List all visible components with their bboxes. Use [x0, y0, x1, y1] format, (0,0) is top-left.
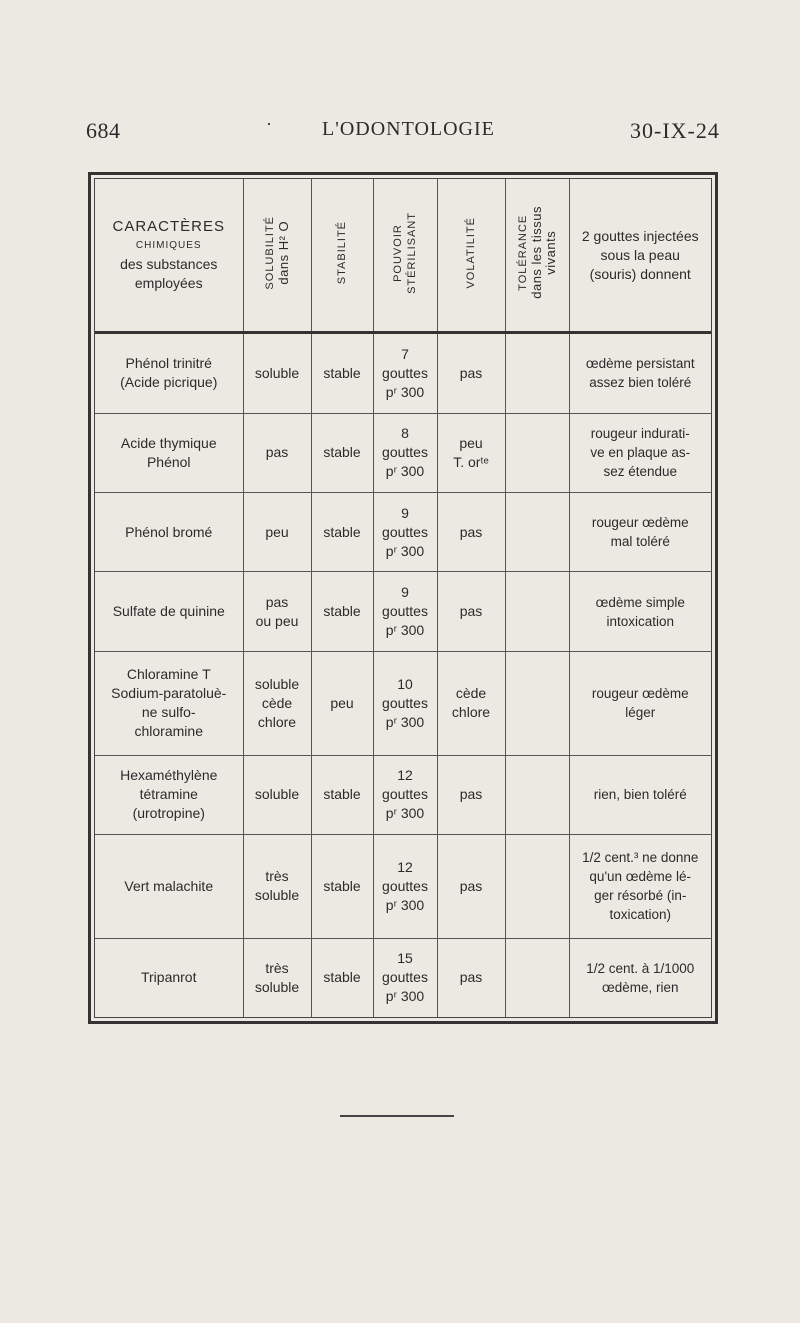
cell-stabilite — [311, 755, 373, 834]
cell-line: soluble — [254, 887, 300, 904]
cell-substance — [95, 834, 243, 938]
cell-line: Hexaméthylène — [120, 767, 218, 784]
table-row — [95, 755, 711, 834]
cell-volatilite — [437, 333, 505, 414]
col-header-caracteres: CARACTÈRES CHIMIQUES des substances employées — [95, 179, 243, 333]
cell-effet — [569, 413, 711, 492]
cell-line: peu — [265, 523, 289, 540]
cell-stabilite — [311, 493, 373, 572]
cell-line: Phénol — [146, 453, 191, 470]
page-number: 684 — [86, 118, 121, 143]
end-rule — [340, 1115, 454, 1117]
cell-line: 9 — [401, 584, 409, 601]
cell-line: pʳ 300 — [385, 463, 425, 480]
cell-effet — [569, 651, 711, 755]
issue-date: 30-IX-24 — [630, 118, 720, 143]
substances-table-frame — [88, 172, 718, 1024]
cell-substance — [95, 755, 243, 834]
cell-line: mal toléré — [610, 534, 670, 550]
table-row — [95, 938, 711, 1017]
table-row — [95, 834, 711, 938]
cell-line: pʳ 300 — [385, 988, 425, 1005]
table-row — [95, 572, 711, 651]
cell-line: gouttes — [382, 786, 428, 803]
cell-line: qu'un œdème lé- — [589, 869, 692, 885]
cell-line: œdème simple — [595, 594, 685, 610]
cell-effet — [569, 333, 711, 414]
cell-line: ne sulfo- — [141, 704, 196, 721]
cell-line: Tripanrot — [140, 969, 197, 986]
cell-line: peu — [459, 434, 483, 451]
cell-substance — [95, 651, 243, 755]
cell-pouvoir — [373, 333, 437, 414]
cell-tolerance — [505, 834, 569, 938]
cell-line: pʳ 300 — [385, 542, 425, 559]
cell-line: gouttes — [382, 694, 428, 711]
cell-effet — [569, 755, 711, 834]
cell-line: Phénol bromé — [125, 523, 213, 540]
cell-line: rougeur indurati- — [590, 426, 690, 442]
cell-line: 9 — [401, 504, 409, 521]
cell-effet — [569, 572, 711, 651]
table-row — [95, 413, 711, 492]
cell-volatilite — [437, 413, 505, 492]
cell-line: pʳ 300 — [385, 805, 425, 822]
cell-stabilite — [311, 572, 373, 651]
cell-tolerance — [505, 413, 569, 492]
cell-line: soluble — [254, 364, 300, 381]
cell-line: très — [265, 868, 289, 885]
cell-line: sez étendue — [603, 464, 678, 480]
cell-stabilite — [311, 333, 373, 414]
cell-pouvoir — [373, 834, 437, 938]
cell-effet — [569, 834, 711, 938]
cell-solubilite — [243, 493, 311, 572]
substances-table — [95, 179, 711, 1017]
cell-line: très — [265, 959, 289, 976]
cell-line: toxication) — [609, 907, 672, 923]
cell-line: pʳ 300 — [385, 896, 425, 913]
cell-line: peu — [330, 694, 354, 711]
cell-pouvoir — [373, 938, 437, 1017]
cell-line: chloramine — [134, 723, 203, 740]
header-dot: · — [266, 114, 272, 134]
cell-stabilite — [311, 413, 373, 492]
cell-effet — [569, 938, 711, 1017]
cell-line: Sulfate de quinine — [112, 603, 225, 620]
cell-line: 1/2 cent. à 1/1000 — [586, 960, 695, 976]
cell-substance — [95, 938, 243, 1017]
cell-line: 12 — [397, 767, 413, 784]
cell-line: rien, bien toléré — [593, 787, 687, 803]
cell-line: soluble — [254, 978, 300, 995]
table-row — [95, 333, 711, 414]
cell-effet — [569, 493, 711, 572]
cell-volatilite — [437, 572, 505, 651]
cell-tolerance — [505, 572, 569, 651]
cell-solubilite — [243, 572, 311, 651]
cell-volatilite — [437, 755, 505, 834]
cell-volatilite — [437, 493, 505, 572]
cell-substance — [95, 572, 243, 651]
cell-pouvoir — [373, 413, 437, 492]
cell-solubilite — [243, 413, 311, 492]
cell-line: stable — [323, 444, 361, 461]
cell-line: gouttes — [382, 969, 428, 986]
cell-tolerance — [505, 493, 569, 572]
cell-line: gouttes — [382, 444, 428, 461]
cell-line: léger — [625, 705, 656, 721]
cell-line: cède — [455, 685, 487, 702]
cell-line: pas — [459, 364, 483, 381]
cell-line: pas — [459, 877, 483, 894]
cell-line: gouttes — [382, 523, 428, 540]
table-row — [95, 651, 711, 755]
col-header-effet: 2 gouttes injectées sous la peau (souris) donnent — [569, 179, 711, 333]
cell-line: gouttes — [382, 603, 428, 620]
cell-line: pʳ 300 — [385, 622, 425, 639]
cell-line: assez bien toléré — [589, 375, 692, 391]
cell-substance — [95, 493, 243, 572]
page-header — [0, 112, 800, 152]
cell-line: 12 — [397, 858, 413, 875]
col-header-pouvoir: POUVOIR STÉRILISANT — [373, 179, 437, 333]
col-header-tolerance: TOLÉRANCE dans les tissus vivants — [505, 179, 569, 333]
cell-line: stable — [323, 877, 361, 894]
cell-line: gouttes — [382, 877, 428, 894]
cell-line: 15 — [397, 950, 413, 967]
cell-line: 7 — [401, 345, 409, 362]
cell-solubilite — [243, 938, 311, 1017]
col-header-volatilite: VOLATILITÉ — [437, 179, 505, 333]
cell-line: chlore — [257, 713, 297, 730]
cell-line: 10 — [397, 675, 413, 692]
cell-line: Phénol trinitré — [125, 355, 212, 372]
cell-line: 8 — [401, 425, 409, 442]
col-header-solubilite: SOLUBILITÉ dans H² O — [243, 179, 311, 333]
cell-stabilite — [311, 834, 373, 938]
cell-line: stable — [323, 786, 361, 803]
cell-stabilite — [311, 938, 373, 1017]
cell-line: gouttes — [382, 364, 428, 381]
cell-solubilite — [243, 651, 311, 755]
cell-solubilite — [243, 834, 311, 938]
cell-line: soluble — [254, 675, 300, 692]
cell-line: pas — [459, 603, 483, 620]
cell-line: pas — [265, 593, 289, 610]
cell-line: pʳ 300 — [385, 713, 425, 730]
col-header-stabilite: STABILITÉ — [311, 179, 373, 333]
cell-line: Chloramine T — [126, 666, 211, 683]
cell-tolerance — [505, 651, 569, 755]
cell-line: rougeur œdème — [591, 686, 689, 702]
cell-tolerance — [505, 333, 569, 414]
cell-line: œdème, rien — [601, 979, 679, 995]
cell-pouvoir — [373, 493, 437, 572]
cell-line: pas — [459, 786, 483, 803]
cell-stabilite — [311, 651, 373, 755]
cell-line: ger résorbé (in- — [594, 888, 687, 904]
cell-line: T. orᵗᵉ — [453, 453, 489, 470]
cell-solubilite — [243, 333, 311, 414]
cell-line: 1/2 cent.³ ne donne — [582, 850, 699, 866]
cell-line: cède — [261, 694, 293, 711]
cell-line: stable — [323, 364, 361, 381]
cell-line: pas — [265, 444, 289, 461]
cell-solubilite — [243, 755, 311, 834]
cell-volatilite — [437, 651, 505, 755]
cell-line: intoxication — [606, 613, 675, 629]
cell-line: ve en plaque as- — [590, 445, 691, 461]
cell-line: pas — [459, 523, 483, 540]
cell-pouvoir — [373, 755, 437, 834]
cell-line: œdème persistant — [585, 356, 695, 372]
cell-pouvoir — [373, 572, 437, 651]
cell-line: (Acide picrique) — [120, 374, 218, 391]
cell-line: Acide thymique — [120, 434, 217, 451]
cell-line: soluble — [254, 786, 300, 803]
cell-line: ou peu — [255, 612, 299, 629]
cell-line: stable — [323, 969, 361, 986]
table-header-row — [95, 179, 711, 333]
cell-pouvoir — [373, 651, 437, 755]
cell-substance — [95, 333, 243, 414]
cell-line: rougeur œdème — [591, 515, 689, 531]
cell-volatilite — [437, 834, 505, 938]
cell-line: (urotropine) — [132, 805, 205, 822]
cell-substance — [95, 413, 243, 492]
cell-line: pas — [459, 969, 483, 986]
cell-line: Sodium-paratoluè- — [111, 685, 227, 702]
cell-line: stable — [323, 603, 361, 620]
cell-line: Vert malachite — [124, 877, 214, 894]
cell-line: pʳ 300 — [385, 383, 425, 400]
cell-tolerance — [505, 938, 569, 1017]
journal-title: L'ODONTOLOGIE — [322, 118, 495, 140]
cell-line: stable — [323, 523, 361, 540]
table-row — [95, 493, 711, 572]
cell-line: tétramine — [139, 786, 198, 803]
cell-volatilite — [437, 938, 505, 1017]
cell-line: chlore — [451, 704, 491, 721]
cell-tolerance — [505, 755, 569, 834]
